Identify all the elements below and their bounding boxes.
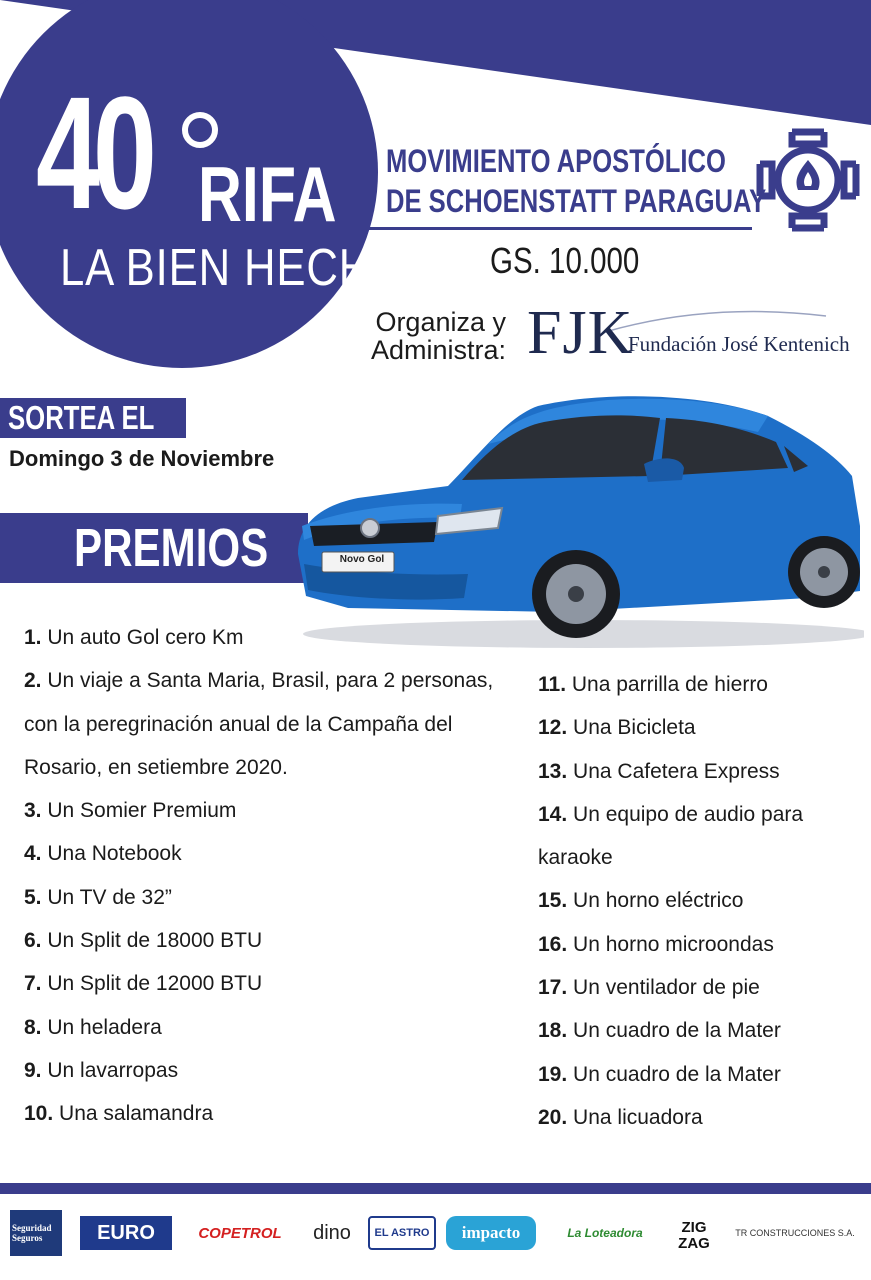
rifa-subtitle: LA BIEN HECHA: [60, 239, 402, 297]
sponsor-logo-copetrol: COPETROL: [198, 1224, 282, 1242]
sponsor-logo-impacto: impacto: [446, 1216, 536, 1250]
prize-item: 16. Un horno microondas: [538, 932, 774, 956]
prize-item: 20. Una licuadora: [538, 1105, 703, 1129]
prize-item-continued: con la peregrinación anual de la Campaña del: [24, 712, 453, 736]
car-plate: Novo Gol: [339, 554, 385, 565]
organizer-label-line2: Administra:: [370, 335, 506, 365]
prize-item: 15. Un horno eléctrico: [538, 889, 744, 913]
prize-item: 10. Una salamandra: [24, 1102, 214, 1126]
ticket-price: GS. 10.000: [490, 240, 640, 281]
organizer-label-line1: Organiza y: [375, 307, 506, 337]
prize-item-continued: Rosario, en setiembre 2020.: [24, 755, 288, 779]
sponsor-logo-seguridad: Seguridad Seguros: [10, 1210, 62, 1256]
footer-bar: [0, 1183, 871, 1194]
org-title-line2: DE SCHOENSTATT PARAGUAY: [386, 183, 767, 219]
organizer-label: [370, 308, 506, 364]
draw-label: SORTEA EL: [8, 399, 155, 436]
prize-list-right: [538, 663, 868, 1139]
prize-item-continued: karaoke: [538, 846, 613, 870]
prize-list-left: [24, 616, 534, 1136]
schoenstatt-logo-icon: [752, 124, 864, 236]
sponsor-logo-zigzag: ZIG ZAG: [678, 1219, 710, 1252]
rifa-title: RIFA: [198, 150, 337, 238]
draw-date: Domingo 3 de Noviembre: [9, 446, 275, 471]
degree-symbol: [182, 112, 218, 148]
prize-item: 14. Un equipo de audio para: [538, 802, 804, 826]
prize-item: 5. Un TV de 32”: [24, 885, 172, 909]
prize-item: 2. Un viaje a Santa Maria, Brasil, para 2 personas,: [24, 669, 494, 693]
sponsor-logo-dino: dino: [313, 1221, 351, 1244]
prize-item: 1. Un auto Gol cero Km: [24, 626, 244, 649]
sponsor-strip: [0, 1206, 871, 1266]
prize-item: 19. Un cuadro de la Mater: [538, 1062, 781, 1086]
fjk-logo-subtitle: Fundación José Kentenich: [628, 332, 850, 356]
prize-item: 18. Un cuadro de la Mater: [538, 1019, 781, 1043]
prizes-title: PREMIOS: [74, 518, 269, 578]
prize-item: 9. Un lavarropas: [24, 1058, 179, 1082]
prize-item: 4. Una Notebook: [24, 842, 182, 866]
prize-item: 13. Una Cafetera Express: [538, 759, 780, 783]
prize-item: 3. Un Somier Premium: [24, 799, 237, 823]
fjk-logo: FJK: [527, 299, 634, 367]
org-title-line1: MOVIMIENTO APOSTÓLICO: [386, 143, 726, 179]
sponsor-logo-el-astro: EL ASTRO: [368, 1216, 436, 1250]
edition-number: 40: [36, 63, 150, 242]
prize-item: 7. Un Split de 12000 BTU: [24, 972, 263, 996]
prize-item: 8. Un heladera: [24, 1015, 162, 1039]
divider: [362, 227, 752, 230]
sponsor-logo-tr-construcciones: TR CONSTRUCCIONES S.A.: [735, 1228, 855, 1238]
prize-item: 11. Una parrilla de hierro: [538, 673, 768, 696]
sponsor-logo-euro: EURO: [80, 1216, 172, 1250]
prize-item: 6. Un Split de 18000 BTU: [24, 929, 263, 953]
prize-item: 17. Un ventilador de pie: [538, 976, 760, 1000]
car-image: [288, 376, 864, 652]
sponsor-logo-la-loteadora: La Loteadora: [567, 1226, 643, 1240]
prize-item: 12. Una Bicicleta: [538, 716, 696, 740]
